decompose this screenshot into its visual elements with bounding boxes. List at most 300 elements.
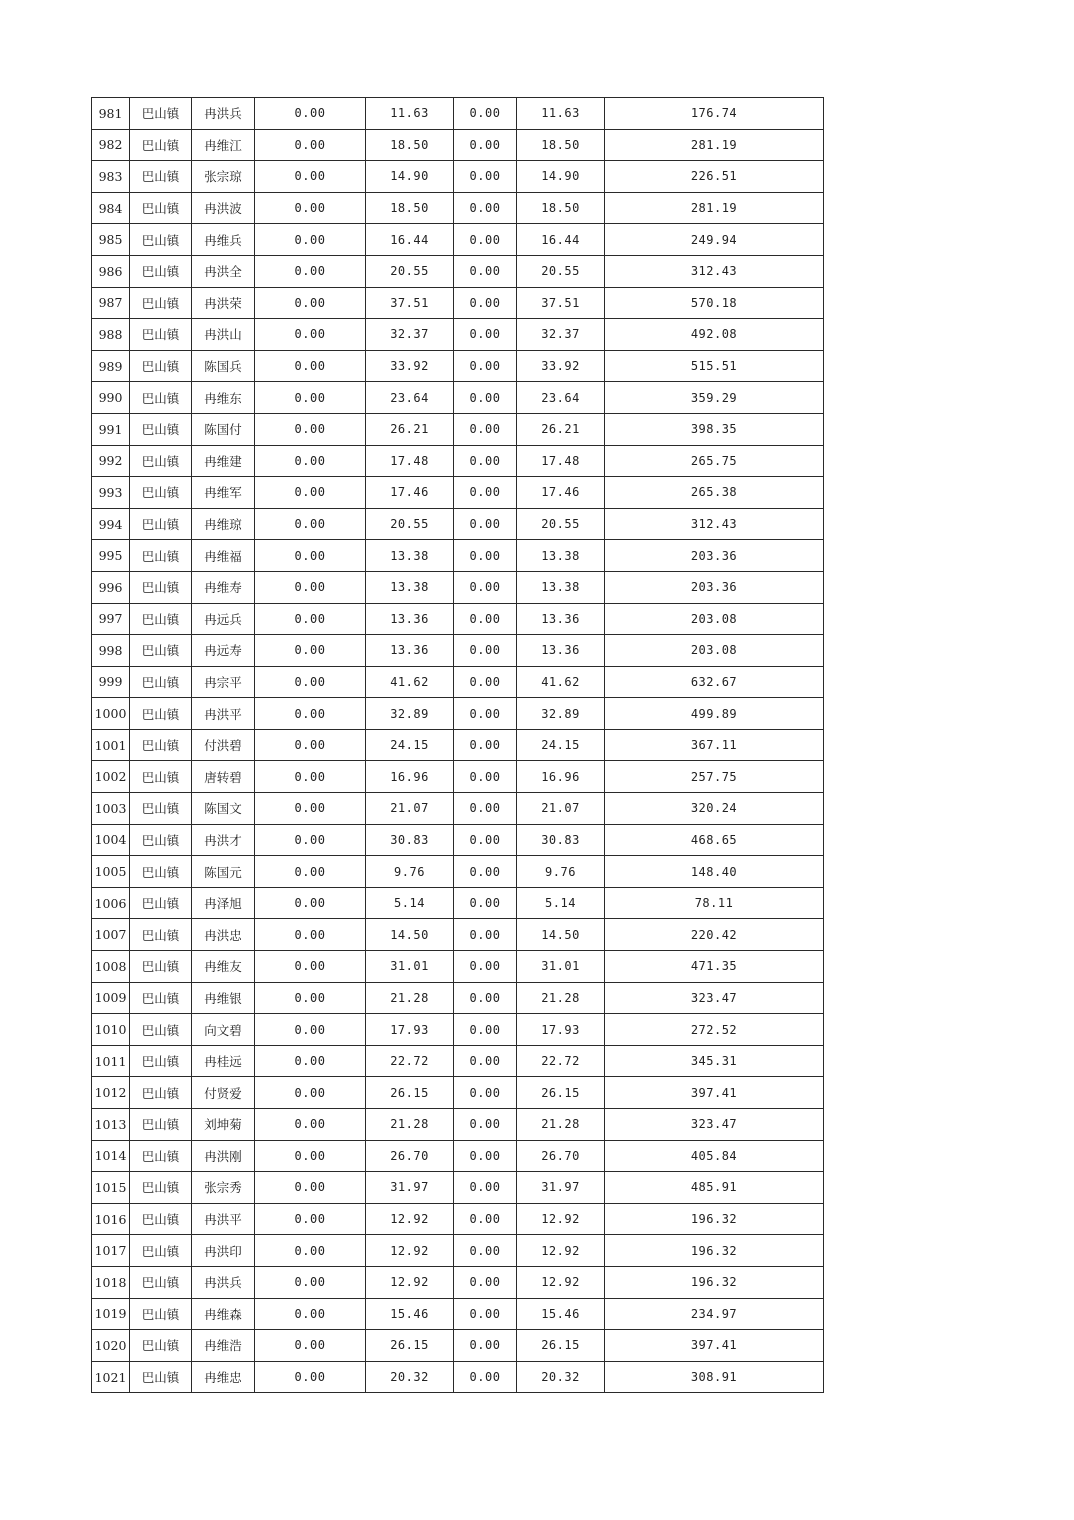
row-number-cell: 1003 xyxy=(92,793,130,825)
name-cell: 冉维福 xyxy=(192,540,255,572)
row-number-cell: 993 xyxy=(92,477,130,509)
value-d-cell: 26.15 xyxy=(517,1077,605,1109)
name-cell: 冉远兵 xyxy=(192,603,255,635)
name-cell: 冉洪平 xyxy=(192,698,255,730)
table-row xyxy=(92,477,824,509)
value-b-cell: 26.21 xyxy=(366,413,454,445)
row-number-cell: 1000 xyxy=(92,698,130,730)
table-row xyxy=(92,1203,824,1235)
value-d-cell: 26.21 xyxy=(517,413,605,445)
value-a-cell: 0.00 xyxy=(255,761,366,793)
town-cell: 巴山镇 xyxy=(130,698,192,730)
value-d-cell: 37.51 xyxy=(517,287,605,319)
table-row xyxy=(92,508,824,540)
name-cell: 陈国元 xyxy=(192,856,255,888)
table-row xyxy=(92,729,824,761)
name-cell: 冉洪平 xyxy=(192,1203,255,1235)
table-row xyxy=(92,98,824,130)
town-cell: 巴山镇 xyxy=(130,571,192,603)
town-cell: 巴山镇 xyxy=(130,793,192,825)
value-c-cell: 0.00 xyxy=(454,1045,517,1077)
value-b-cell: 13.38 xyxy=(366,571,454,603)
value-a-cell: 0.00 xyxy=(255,635,366,667)
town-cell: 巴山镇 xyxy=(130,287,192,319)
name-cell: 冉维浩 xyxy=(192,1330,255,1362)
row-number-cell: 998 xyxy=(92,635,130,667)
value-b-cell: 32.37 xyxy=(366,319,454,351)
value-b-cell: 11.63 xyxy=(366,98,454,130)
table-row xyxy=(92,1109,824,1141)
name-cell: 冉维琼 xyxy=(192,508,255,540)
table-row xyxy=(92,1172,824,1204)
value-a-cell: 0.00 xyxy=(255,919,366,951)
table-row xyxy=(92,1140,824,1172)
table-row xyxy=(92,982,824,1014)
amount-cell: 265.75 xyxy=(605,445,824,477)
value-b-cell: 14.50 xyxy=(366,919,454,951)
town-cell: 巴山镇 xyxy=(130,856,192,888)
value-b-cell: 30.83 xyxy=(366,824,454,856)
row-number-cell: 1016 xyxy=(92,1203,130,1235)
value-b-cell: 18.50 xyxy=(366,129,454,161)
town-cell: 巴山镇 xyxy=(130,508,192,540)
name-cell: 冉泽旭 xyxy=(192,887,255,919)
value-c-cell: 0.00 xyxy=(454,666,517,698)
row-number-cell: 992 xyxy=(92,445,130,477)
value-c-cell: 0.00 xyxy=(454,571,517,603)
value-c-cell: 0.00 xyxy=(454,255,517,287)
amount-cell: 281.19 xyxy=(605,129,824,161)
value-c-cell: 0.00 xyxy=(454,192,517,224)
value-b-cell: 32.89 xyxy=(366,698,454,730)
town-cell: 巴山镇 xyxy=(130,666,192,698)
value-a-cell: 0.00 xyxy=(255,98,366,130)
value-b-cell: 26.15 xyxy=(366,1330,454,1362)
value-b-cell: 20.32 xyxy=(366,1361,454,1393)
table-row xyxy=(92,382,824,414)
amount-cell: 570.18 xyxy=(605,287,824,319)
value-a-cell: 0.00 xyxy=(255,666,366,698)
name-cell: 冉洪山 xyxy=(192,319,255,351)
amount-cell: 323.47 xyxy=(605,1109,824,1141)
name-cell: 冉洪印 xyxy=(192,1235,255,1267)
town-cell: 巴山镇 xyxy=(130,1109,192,1141)
town-cell: 巴山镇 xyxy=(130,1045,192,1077)
name-cell: 冉维寿 xyxy=(192,571,255,603)
value-d-cell: 26.70 xyxy=(517,1140,605,1172)
value-a-cell: 0.00 xyxy=(255,413,366,445)
value-c-cell: 0.00 xyxy=(454,477,517,509)
town-cell: 巴山镇 xyxy=(130,761,192,793)
amount-cell: 272.52 xyxy=(605,1014,824,1046)
town-cell: 巴山镇 xyxy=(130,1203,192,1235)
value-a-cell: 0.00 xyxy=(255,887,366,919)
row-number-cell: 1019 xyxy=(92,1298,130,1330)
table-row xyxy=(92,1361,824,1393)
table-row xyxy=(92,856,824,888)
value-a-cell: 0.00 xyxy=(255,603,366,635)
value-c-cell: 0.00 xyxy=(454,1361,517,1393)
value-b-cell: 33.92 xyxy=(366,350,454,382)
town-cell: 巴山镇 xyxy=(130,192,192,224)
row-number-cell: 990 xyxy=(92,382,130,414)
name-cell: 冉洪兵 xyxy=(192,1266,255,1298)
value-b-cell: 26.15 xyxy=(366,1077,454,1109)
name-cell: 陈国兵 xyxy=(192,350,255,382)
value-d-cell: 9.76 xyxy=(517,856,605,888)
row-number-cell: 1021 xyxy=(92,1361,130,1393)
row-number-cell: 1011 xyxy=(92,1045,130,1077)
amount-cell: 203.36 xyxy=(605,540,824,572)
row-number-cell: 1010 xyxy=(92,1014,130,1046)
value-d-cell: 12.92 xyxy=(517,1203,605,1235)
amount-cell: 203.08 xyxy=(605,603,824,635)
amount-cell: 492.08 xyxy=(605,319,824,351)
value-b-cell: 22.72 xyxy=(366,1045,454,1077)
value-b-cell: 17.46 xyxy=(366,477,454,509)
name-cell: 向文碧 xyxy=(192,1014,255,1046)
table-row xyxy=(92,1014,824,1046)
town-cell: 巴山镇 xyxy=(130,1235,192,1267)
value-c-cell: 0.00 xyxy=(454,982,517,1014)
name-cell: 冉桂远 xyxy=(192,1045,255,1077)
row-number-cell: 995 xyxy=(92,540,130,572)
amount-cell: 485.91 xyxy=(605,1172,824,1204)
table-row xyxy=(92,255,824,287)
value-d-cell: 18.50 xyxy=(517,129,605,161)
value-c-cell: 0.00 xyxy=(454,98,517,130)
name-cell: 冉维军 xyxy=(192,477,255,509)
value-c-cell: 0.00 xyxy=(454,761,517,793)
value-b-cell: 17.93 xyxy=(366,1014,454,1046)
value-c-cell: 0.00 xyxy=(454,951,517,983)
value-a-cell: 0.00 xyxy=(255,1298,366,1330)
value-c-cell: 0.00 xyxy=(454,635,517,667)
value-a-cell: 0.00 xyxy=(255,1235,366,1267)
value-c-cell: 0.00 xyxy=(454,1266,517,1298)
town-cell: 巴山镇 xyxy=(130,161,192,193)
value-c-cell: 0.00 xyxy=(454,319,517,351)
name-cell: 冉洪才 xyxy=(192,824,255,856)
value-b-cell: 12.92 xyxy=(366,1266,454,1298)
table-row xyxy=(92,445,824,477)
amount-cell: 320.24 xyxy=(605,793,824,825)
amount-cell: 203.36 xyxy=(605,571,824,603)
name-cell: 刘坤菊 xyxy=(192,1109,255,1141)
table-row xyxy=(92,824,824,856)
value-c-cell: 0.00 xyxy=(454,1077,517,1109)
row-number-cell: 994 xyxy=(92,508,130,540)
amount-cell: 632.67 xyxy=(605,666,824,698)
value-a-cell: 0.00 xyxy=(255,856,366,888)
row-number-cell: 1008 xyxy=(92,951,130,983)
value-c-cell: 0.00 xyxy=(454,603,517,635)
name-cell: 冉洪波 xyxy=(192,192,255,224)
table-row xyxy=(92,1330,824,1362)
value-b-cell: 12.92 xyxy=(366,1203,454,1235)
row-number-cell: 984 xyxy=(92,192,130,224)
value-a-cell: 0.00 xyxy=(255,1172,366,1204)
value-d-cell: 31.01 xyxy=(517,951,605,983)
name-cell: 张宗琼 xyxy=(192,161,255,193)
value-a-cell: 0.00 xyxy=(255,540,366,572)
town-cell: 巴山镇 xyxy=(130,1330,192,1362)
amount-cell: 359.29 xyxy=(605,382,824,414)
amount-cell: 148.40 xyxy=(605,856,824,888)
value-b-cell: 13.38 xyxy=(366,540,454,572)
town-cell: 巴山镇 xyxy=(130,729,192,761)
table-row xyxy=(92,413,824,445)
value-c-cell: 0.00 xyxy=(454,824,517,856)
value-c-cell: 0.00 xyxy=(454,793,517,825)
value-b-cell: 20.55 xyxy=(366,255,454,287)
value-a-cell: 0.00 xyxy=(255,982,366,1014)
value-d-cell: 13.38 xyxy=(517,540,605,572)
value-d-cell: 17.46 xyxy=(517,477,605,509)
town-cell: 巴山镇 xyxy=(130,540,192,572)
value-b-cell: 14.90 xyxy=(366,161,454,193)
value-b-cell: 23.64 xyxy=(366,382,454,414)
name-cell: 冉维东 xyxy=(192,382,255,414)
value-d-cell: 13.36 xyxy=(517,635,605,667)
value-a-cell: 0.00 xyxy=(255,477,366,509)
amount-cell: 226.51 xyxy=(605,161,824,193)
value-a-cell: 0.00 xyxy=(255,129,366,161)
row-number-cell: 985 xyxy=(92,224,130,256)
name-cell: 冉维忠 xyxy=(192,1361,255,1393)
row-number-cell: 1017 xyxy=(92,1235,130,1267)
amount-cell: 471.35 xyxy=(605,951,824,983)
town-cell: 巴山镇 xyxy=(130,951,192,983)
town-cell: 巴山镇 xyxy=(130,319,192,351)
town-cell: 巴山镇 xyxy=(130,824,192,856)
table-row xyxy=(92,192,824,224)
value-c-cell: 0.00 xyxy=(454,698,517,730)
town-cell: 巴山镇 xyxy=(130,255,192,287)
value-a-cell: 0.00 xyxy=(255,192,366,224)
value-a-cell: 0.00 xyxy=(255,951,366,983)
value-b-cell: 15.46 xyxy=(366,1298,454,1330)
value-d-cell: 11.63 xyxy=(517,98,605,130)
town-cell: 巴山镇 xyxy=(130,1077,192,1109)
value-d-cell: 22.72 xyxy=(517,1045,605,1077)
amount-cell: 312.43 xyxy=(605,508,824,540)
value-c-cell: 0.00 xyxy=(454,350,517,382)
value-a-cell: 0.00 xyxy=(255,824,366,856)
row-number-cell: 987 xyxy=(92,287,130,319)
amount-cell: 249.94 xyxy=(605,224,824,256)
amount-cell: 397.41 xyxy=(605,1077,824,1109)
table-row xyxy=(92,287,824,319)
amount-cell: 308.91 xyxy=(605,1361,824,1393)
town-cell: 巴山镇 xyxy=(130,350,192,382)
amount-cell: 196.32 xyxy=(605,1266,824,1298)
value-a-cell: 0.00 xyxy=(255,319,366,351)
value-d-cell: 20.55 xyxy=(517,255,605,287)
value-d-cell: 20.55 xyxy=(517,508,605,540)
value-c-cell: 0.00 xyxy=(454,1014,517,1046)
town-cell: 巴山镇 xyxy=(130,477,192,509)
name-cell: 冉洪忠 xyxy=(192,919,255,951)
name-cell: 冉维森 xyxy=(192,1298,255,1330)
value-b-cell: 31.01 xyxy=(366,951,454,983)
value-d-cell: 14.50 xyxy=(517,919,605,951)
value-d-cell: 30.83 xyxy=(517,824,605,856)
row-number-cell: 986 xyxy=(92,255,130,287)
town-cell: 巴山镇 xyxy=(130,1172,192,1204)
amount-cell: 281.19 xyxy=(605,192,824,224)
row-number-cell: 1014 xyxy=(92,1140,130,1172)
value-d-cell: 21.28 xyxy=(517,1109,605,1141)
value-d-cell: 16.96 xyxy=(517,761,605,793)
town-cell: 巴山镇 xyxy=(130,919,192,951)
amount-cell: 78.11 xyxy=(605,887,824,919)
value-d-cell: 24.15 xyxy=(517,729,605,761)
value-c-cell: 0.00 xyxy=(454,287,517,319)
value-b-cell: 5.14 xyxy=(366,887,454,919)
value-a-cell: 0.00 xyxy=(255,224,366,256)
value-d-cell: 17.48 xyxy=(517,445,605,477)
value-c-cell: 0.00 xyxy=(454,224,517,256)
row-number-cell: 1004 xyxy=(92,824,130,856)
value-a-cell: 0.00 xyxy=(255,1109,366,1141)
value-c-cell: 0.00 xyxy=(454,445,517,477)
name-cell: 张宗秀 xyxy=(192,1172,255,1204)
row-number-cell: 1007 xyxy=(92,919,130,951)
name-cell: 冉维江 xyxy=(192,129,255,161)
table-row xyxy=(92,603,824,635)
value-c-cell: 0.00 xyxy=(454,1109,517,1141)
table-row xyxy=(92,540,824,572)
value-d-cell: 5.14 xyxy=(517,887,605,919)
value-c-cell: 0.00 xyxy=(454,1140,517,1172)
table-row xyxy=(92,1077,824,1109)
value-a-cell: 0.00 xyxy=(255,382,366,414)
row-number-cell: 983 xyxy=(92,161,130,193)
value-a-cell: 0.00 xyxy=(255,350,366,382)
value-b-cell: 26.70 xyxy=(366,1140,454,1172)
value-d-cell: 32.89 xyxy=(517,698,605,730)
table-row xyxy=(92,1298,824,1330)
amount-cell: 367.11 xyxy=(605,729,824,761)
town-cell: 巴山镇 xyxy=(130,98,192,130)
value-d-cell: 21.28 xyxy=(517,982,605,1014)
row-number-cell: 1009 xyxy=(92,982,130,1014)
amount-cell: 499.89 xyxy=(605,698,824,730)
value-b-cell: 20.55 xyxy=(366,508,454,540)
value-a-cell: 0.00 xyxy=(255,508,366,540)
row-number-cell: 996 xyxy=(92,571,130,603)
amount-cell: 234.97 xyxy=(605,1298,824,1330)
value-b-cell: 13.36 xyxy=(366,603,454,635)
table-body xyxy=(92,98,824,1393)
value-a-cell: 0.00 xyxy=(255,255,366,287)
value-c-cell: 0.00 xyxy=(454,729,517,761)
value-d-cell: 20.32 xyxy=(517,1361,605,1393)
value-d-cell: 33.92 xyxy=(517,350,605,382)
row-number-cell: 988 xyxy=(92,319,130,351)
table-row xyxy=(92,1045,824,1077)
value-c-cell: 0.00 xyxy=(454,382,517,414)
amount-cell: 405.84 xyxy=(605,1140,824,1172)
amount-cell: 468.65 xyxy=(605,824,824,856)
row-number-cell: 1018 xyxy=(92,1266,130,1298)
value-c-cell: 0.00 xyxy=(454,1235,517,1267)
table-row xyxy=(92,698,824,730)
value-a-cell: 0.00 xyxy=(255,1330,366,1362)
name-cell: 冉远寿 xyxy=(192,635,255,667)
amount-cell: 176.74 xyxy=(605,98,824,130)
value-b-cell: 37.51 xyxy=(366,287,454,319)
value-b-cell: 17.48 xyxy=(366,445,454,477)
town-cell: 巴山镇 xyxy=(130,1266,192,1298)
row-number-cell: 1015 xyxy=(92,1172,130,1204)
name-cell: 付洪碧 xyxy=(192,729,255,761)
value-c-cell: 0.00 xyxy=(454,129,517,161)
table-row xyxy=(92,793,824,825)
value-c-cell: 0.00 xyxy=(454,887,517,919)
value-d-cell: 12.92 xyxy=(517,1266,605,1298)
town-cell: 巴山镇 xyxy=(130,887,192,919)
table-row xyxy=(92,571,824,603)
value-b-cell: 21.07 xyxy=(366,793,454,825)
town-cell: 巴山镇 xyxy=(130,413,192,445)
value-d-cell: 13.38 xyxy=(517,571,605,603)
table-row xyxy=(92,635,824,667)
name-cell: 冉维银 xyxy=(192,982,255,1014)
table-row xyxy=(92,761,824,793)
row-number-cell: 997 xyxy=(92,603,130,635)
row-number-cell: 1006 xyxy=(92,887,130,919)
value-a-cell: 0.00 xyxy=(255,1077,366,1109)
amount-cell: 265.38 xyxy=(605,477,824,509)
value-b-cell: 16.44 xyxy=(366,224,454,256)
row-number-cell: 981 xyxy=(92,98,130,130)
table-row xyxy=(92,919,824,951)
value-d-cell: 41.62 xyxy=(517,666,605,698)
value-c-cell: 0.00 xyxy=(454,919,517,951)
value-a-cell: 0.00 xyxy=(255,1203,366,1235)
value-b-cell: 16.96 xyxy=(366,761,454,793)
town-cell: 巴山镇 xyxy=(130,1140,192,1172)
town-cell: 巴山镇 xyxy=(130,982,192,1014)
value-c-cell: 0.00 xyxy=(454,413,517,445)
value-c-cell: 0.00 xyxy=(454,540,517,572)
amount-cell: 196.32 xyxy=(605,1235,824,1267)
town-cell: 巴山镇 xyxy=(130,1014,192,1046)
town-cell: 巴山镇 xyxy=(130,1298,192,1330)
name-cell: 唐转碧 xyxy=(192,761,255,793)
table-row xyxy=(92,319,824,351)
value-b-cell: 21.28 xyxy=(366,1109,454,1141)
amount-cell: 397.41 xyxy=(605,1330,824,1362)
table-row xyxy=(92,350,824,382)
row-number-cell: 1013 xyxy=(92,1109,130,1141)
table-row xyxy=(92,161,824,193)
town-cell: 巴山镇 xyxy=(130,1361,192,1393)
value-b-cell: 13.36 xyxy=(366,635,454,667)
table-row xyxy=(92,666,824,698)
value-c-cell: 0.00 xyxy=(454,161,517,193)
value-d-cell: 16.44 xyxy=(517,224,605,256)
row-number-cell: 1001 xyxy=(92,729,130,761)
amount-cell: 345.31 xyxy=(605,1045,824,1077)
amount-cell: 312.43 xyxy=(605,255,824,287)
value-b-cell: 12.92 xyxy=(366,1235,454,1267)
row-number-cell: 999 xyxy=(92,666,130,698)
value-a-cell: 0.00 xyxy=(255,1361,366,1393)
value-c-cell: 0.00 xyxy=(454,1330,517,1362)
